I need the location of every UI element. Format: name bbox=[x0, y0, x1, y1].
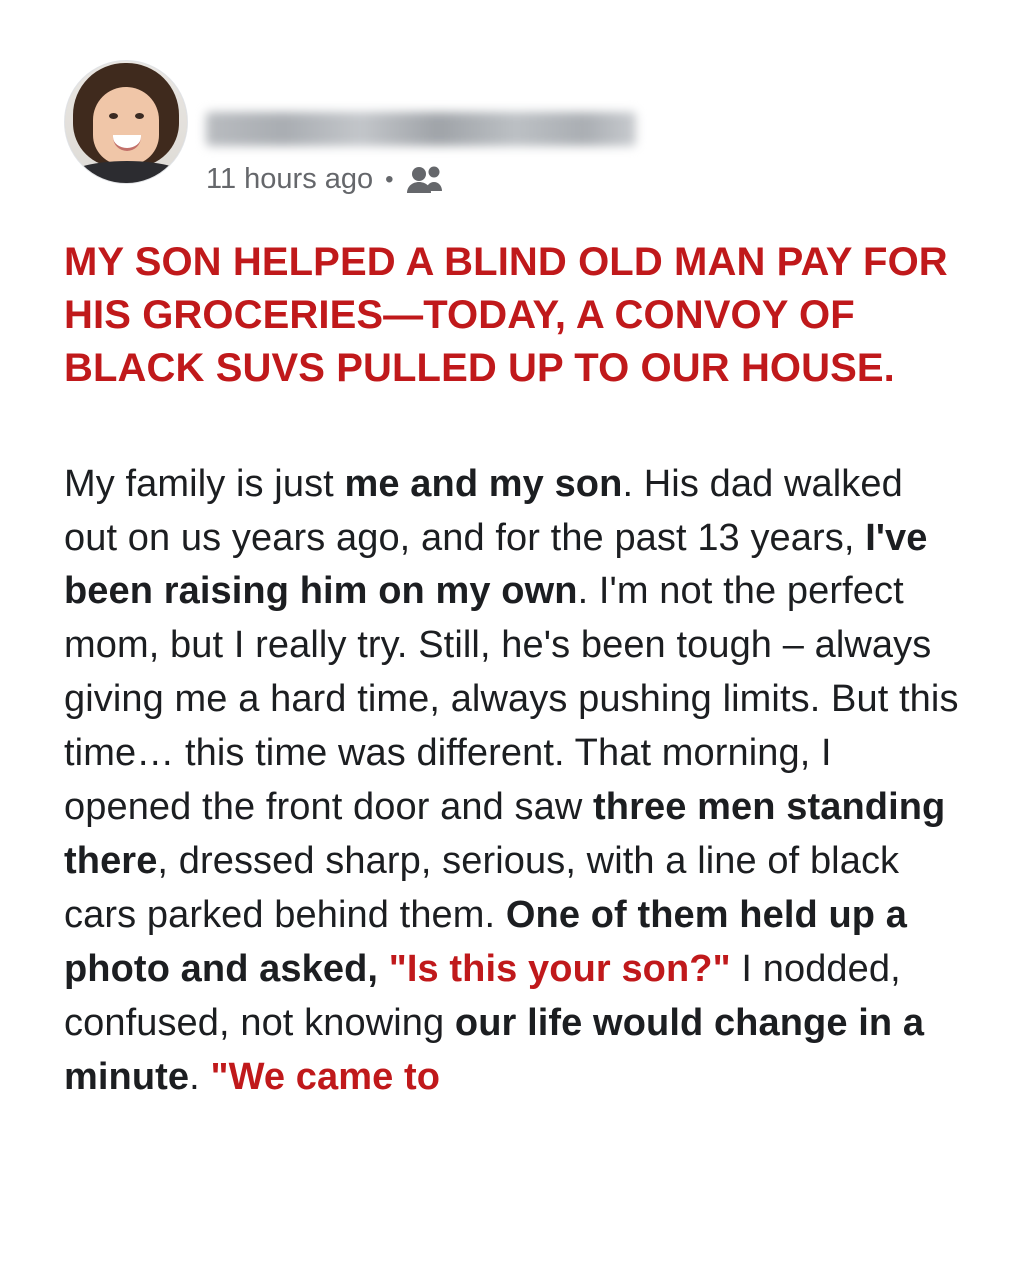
body-seg-6-bold: three men standing there bbox=[64, 786, 946, 883]
avatar-eye-right bbox=[135, 113, 144, 119]
post-timestamp[interactable]: 11 hours ago bbox=[206, 163, 374, 195]
body-seg-1: My family is just bbox=[64, 462, 345, 505]
body-seg-12-bold: our life would change in a minute bbox=[64, 1002, 925, 1099]
body-seg-13: . bbox=[189, 1056, 211, 1099]
post-meta bbox=[206, 163, 959, 196]
post-headline: MY SON HELPED A BLIND OLD MAN PAY FOR HIS GROCERIES—TODAY, A CONVOY OF BLACK SUVS PULLED UP TO OUR HOUSE. bbox=[64, 240, 948, 391]
body-seg-2-bold: me and my son bbox=[344, 462, 623, 505]
body-seg-10-quote: "Is this your son?" bbox=[388, 948, 731, 991]
post-header-text bbox=[206, 60, 959, 196]
body-seg-7: , dressed sharp, serious, with a line of black cars parked behind them. bbox=[64, 840, 900, 937]
author-name-blurred[interactable] bbox=[206, 112, 636, 146]
body-seg-8-bold: One of them held up a photo and asked, bbox=[64, 894, 907, 991]
body-seg-11: I nodded, confused, not knowing bbox=[64, 948, 901, 1045]
body-seg-14-quote: "We came to bbox=[210, 1056, 441, 1099]
post-body bbox=[64, 458, 959, 1105]
body-seg-4-bold: I've been raising him on my own bbox=[64, 516, 928, 613]
avatar[interactable] bbox=[64, 60, 188, 184]
avatar-eye-left bbox=[109, 113, 118, 119]
friends-icon[interactable] bbox=[406, 165, 444, 195]
body-seg-9 bbox=[378, 948, 389, 990]
meta-separator: • bbox=[385, 165, 394, 193]
body-seg-5: . I'm not the perfect mom, but I really try. Still, he's been tough – always giving me a hard time, always pushing limits. But this time… this time was different. That morning, I opened the front door and saw bbox=[64, 570, 959, 829]
avatar-face bbox=[93, 87, 159, 165]
post-header bbox=[64, 60, 959, 210]
body-seg-3: . His dad walked out on us years ago, and for the past 13 years, bbox=[64, 462, 903, 559]
